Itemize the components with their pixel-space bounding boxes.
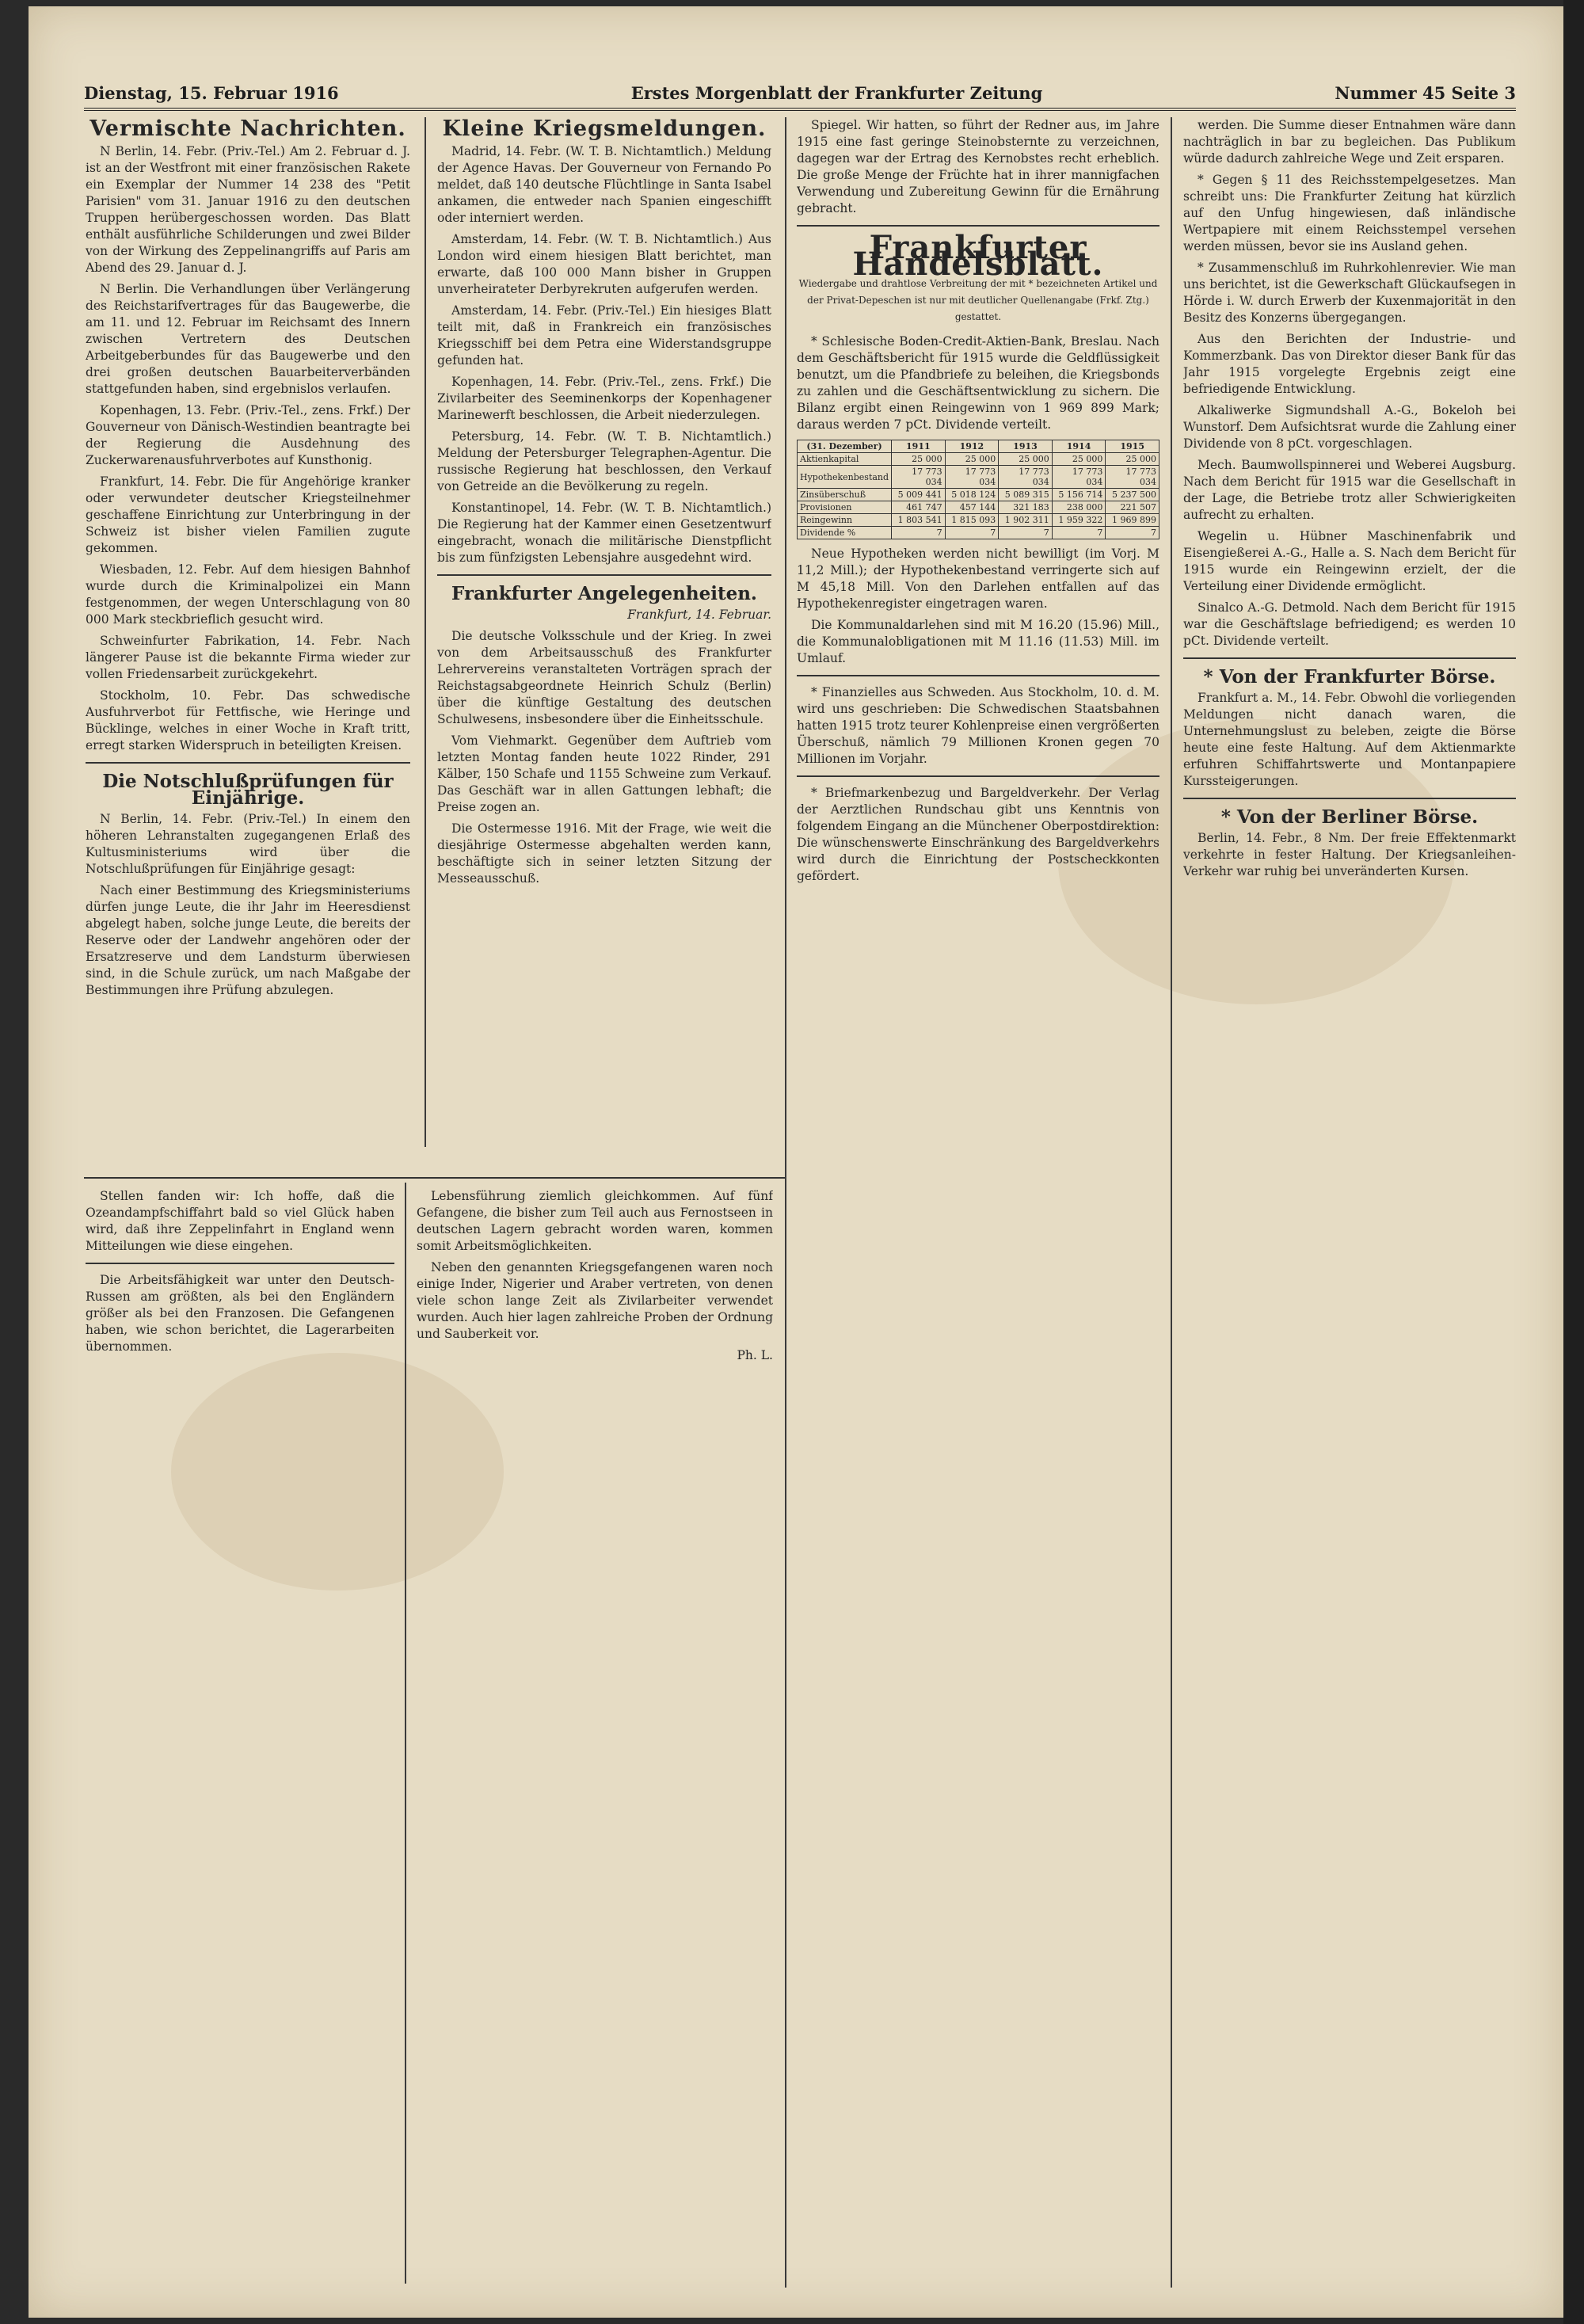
table-cell: Hypothekenbestand [798,466,892,489]
table-cell: 221 507 [1106,501,1159,514]
table-cell: 17 773 034 [892,466,946,489]
article-paragraph: Aus den Berichten der Industrie- und Kommerzbank. Das von Direktor dieser Bank für das Jahr 1915 vorgelegte Ergebnis zeigt eine befriedigende Entwicklung. [1183,332,1516,396]
header-masthead: Erstes Morgenblatt der Frankfurter Zeitung [630,83,1043,103]
table-cell: 5 018 124 [945,489,999,501]
section-heading-frankfurter-boerse: * Von der Frankfurter Börse. [1203,666,1496,688]
article-paragraph: Schweinfurter Fabrikation, 14. Febr. Nach längerer Pause ist die bekannte Firma wieder zur vollen Friedensarbeit zurückgekehrt. [86,634,410,681]
table-header-cell: 1914 [1052,440,1106,453]
table-cell: 7 [999,527,1053,539]
signature: Ph. L. [737,1348,773,1362]
table-cell: 1 902 311 [999,514,1053,527]
article-paragraph: Mech. Baumwollspinnerei und Weberei Augsburg. Nach dem Bericht für 1915 war die Gesellschaft in der Lage, die Betriebe trotz aller Schwierigkeiten aufrecht zu erhalten. [1183,458,1516,522]
table-cell: 461 747 [892,501,946,514]
table-cell: 25 000 [1106,453,1159,466]
divider [1183,798,1516,799]
article-paragraph: Alkaliwerke Sigmundshall A.-G., Bokeloh bei Wunstorf. Dem Aufsichtsrat wurde die Zahlung einer Dividende von 8 pCt. vorgeschlagen. [1183,403,1516,451]
dateline: Frankfurt, 14. Februar. [627,608,771,622]
table-row [798,453,1159,466]
column-rule [785,117,786,2288]
scan-edge [1563,0,1584,2324]
divider [86,1263,394,1264]
article-paragraph: Lebensführung ziemlich gleichkommen. Auf fünf Gefangene, die bisher zum Teil auch aus Fernostseen in deutschen Lagern gebracht worden waren, kommen somit Arbeitsmöglichkeiten. [417,1189,773,1253]
column-kriegsmeldungen [437,117,771,1171]
table-cell: 17 773 034 [945,466,999,489]
article-paragraph: N Berlin, 14. Febr. (Priv.-Tel.) Am 2. Februar d. J. ist an der Westfront mit einer französischen Rakete ein Exemplar der Nummer 14 238 des "Petit Parisien" vom 31. Januar 1916 zu den deutschen Truppen herübergeschossen worden. Das Blatt enthält ausführliche Schilderungen und zwei Bilder von der Wirkung des Zeppelinangriffs auf Paris am Abend des 29. Januar d. J. [86,144,410,275]
article-paragraph: Stockholm, 10. Febr. Das schwedische Ausfuhrverbot für Fettfische, wie Heringe und Bücklinge, welches in einer Woche in Kraft tritt, erregt starken Widerspruch in beteiligten Kreisen. [86,688,410,752]
table-cell: 25 000 [892,453,946,466]
article-paragraph: Amsterdam, 14. Febr. (W. T. B. Nichtamtlich.) Aus London wird einem hiesigen Blatt berichtet, man erwarte, daß 100 000 Mann bisher in Gruppen unverheirateter Derbyrekruten aufgerufen werden. [437,232,771,296]
article-paragraph: Madrid, 14. Febr. (W. T. B. Nichtamtlich.) Meldung der Agence Havas. Der Gouverneur von Fernando Po meldet, daß 140 deutsche Flüchtlinge in Santa Isabel ankamen, die entweder nach Spanien eingeschifft oder interniert werden. [437,144,771,225]
table-cell: 17 773 034 [1106,466,1159,489]
table-cell: 17 773 034 [1052,466,1106,489]
table-cell: 1 969 899 [1106,514,1159,527]
table-cell: Zinsüberschuß [798,489,892,501]
table-cell: 1 803 541 [892,514,946,527]
article-paragraph: Konstantinopel, 14. Febr. (W. T. B. Nichtamtlich.) Die Regierung hat der Kammer einen Gesetzentwurf eingebracht, wonach die militärische Dienstpflicht bis zum fünfzigsten Lebensjahre ausgedehnt wird. [437,501,771,565]
article-paragraph: Amsterdam, 14. Febr. (Priv.-Tel.) Ein hiesiges Blatt teilt mit, daß in Frankreich ein französisches Kriegsschiff bei dem Petra eine Widerstandsgruppe gefunden hat. [437,303,771,368]
article-paragraph: Die Kommunaldarlehen sind mit M 16.20 (15.96) Mill., die Kommunalobligationen mit M 11.16 (11.53) Mill. im Umlauf. [797,618,1159,665]
column-vermischte [86,117,410,1171]
table-header-cell: (31. Dezember) [798,440,892,453]
table-cell: 7 [1106,527,1159,539]
divider [797,675,1159,676]
table-cell: 1 815 093 [945,514,999,527]
table-row [798,501,1159,514]
article-paragraph: Frankfurt a. M., 14. Febr. Obwohl die vorliegenden Meldungen nicht danach waren, die Unternehmungslust zu beleben, zeigte die Börse heute eine feste Haltung. Auf dem Aktienmarkte erfuhren Schiffahrtswerte und Montanpapiere Kurssteigerungen. [1183,691,1516,788]
table-cell: 7 [1052,527,1106,539]
page-header [84,68,1516,111]
table-cell: 7 [892,527,946,539]
financial-table [797,440,1159,539]
table-cell: 25 000 [999,453,1053,466]
table-cell: 238 000 [1052,501,1106,514]
column-rule [1171,117,1172,2288]
table-cell: 5 089 315 [999,489,1053,501]
article-paragraph: Kopenhagen, 14. Febr. (Priv.-Tel., zens. Frkf.) Die Zivilarbeiter des Seeminenkorps der Kopenhagener Marinewerft beschlossen, die Arbeit niederzulegen. [437,375,771,422]
section-heading-frankfurter-angelegenheiten: Frankfurter Angelegenheiten. [451,583,757,604]
section-divider [84,1177,785,1179]
column-rule [405,1183,406,2284]
article-paragraph: Vom Viehmarkt. Gegenüber dem Auftrieb vom letzten Montag fanden heute 1022 Rinder, 291 Kälber, 150 Schafe und 1155 Schweine zum Verkauf. Das Geschäft war in allen Gattungen lebhaft; die Preise zogen an. [437,733,771,814]
article-paragraph: Neue Hypotheken werden nicht bewilligt (im Vorj. M 11,2 Mill.); der Hypothekenbestand verringerte sich auf M 45,18 Mill. Von den Darlehen entfallen auf das Hypothekenregister eingetragen waren. [797,547,1159,611]
article-paragraph: * Gegen § 11 des Reichsstempelgesetzes. Man schreibt uns: Die Frankfurter Zeitung hat kürzlich auf den Unfug hingewiesen, daß inländische Wertpapiere mit einem Reichsstempel versehen werden müssen, bevor sie ins Ausland gehen. [1183,173,1516,253]
table-cell: 5 237 500 [1106,489,1159,501]
divider [797,775,1159,777]
table-cell: Provisionen [798,501,892,514]
table-row [798,466,1159,489]
table-cell: 1 959 322 [1052,514,1106,527]
article-paragraph: Kopenhagen, 13. Febr. (Priv.-Tel., zens. Frkf.) Der Gouverneur von Dänisch-Westindien beantragte bei der Regierung die Ausdehnung des Zuckerwarenausfuhrverbotes auf Kunsthonig. [86,403,410,467]
table-header-cell: 1911 [892,440,946,453]
copyright-note: Wiedergabe und drahtlose Verbreitung der mit * bezeichneten Artikel und der Privat-Depeschen ist nur mit deutlicher Quellenangabe (Frkf. Ztg.) gestattet. [798,278,1158,322]
table-cell: Reingewinn [798,514,892,527]
section-heading-notschluss: Die Notschlußprüfungen für Einjährige. [102,771,394,809]
table-row [798,514,1159,527]
article-paragraph: Frankfurt, 14. Febr. Die für Angehörige kranker oder verwundeter deutscher Kriegsteilnehmer geschaffene Einrichtung zur Unterbringung in der Schweiz ist bisher vielen Familien zugute gekommen. [86,474,410,555]
article-paragraph: Petersburg, 14. Febr. (W. T. B. Nichtamtlich.) Meldung der Petersburger Telegraphen-Agentur. Die russische Regierung hat beschlossen, den Verkauf von Getreide an die Bevölkerung zu regeln. [437,429,771,493]
table-cell: 5 156 714 [1052,489,1106,501]
article-paragraph: * Finanzielles aus Schweden. Aus Stockholm, 10. d. M. wird uns geschrieben: Die Schwedischen Staatsbahnen hatten 1915 trotz teurer Kohlenpreise einen vergrößerten Überschuß, nämlich 79 Millionen Kronen gegen 70 Millionen im Vorjahr. [797,685,1159,766]
article-paragraph: Sinalco A.-G. Detmold. Nach dem Bericht für 1915 war die Geschäftslage befriedigend; es werden 10 pCt. Dividende verteilt. [1183,600,1516,648]
article-paragraph: Wiesbaden, 12. Febr. Auf dem hiesigen Bahnhof wurde durch die Kriminalpolizei ein Mann festgenommen, der wegen Unterschlagung von 80 000 Mark steckbrieflich gesucht wird. [86,562,410,627]
column-rule [425,117,426,1147]
article-paragraph: Die Ostermesse 1916. Mit der Frage, wie weit die diesjährige Ostermesse abgehalten werden kann, beschäftigte sich in seiner letzten Sitzung der Messeausschuß. [437,821,771,886]
table-cell: 25 000 [1052,453,1106,466]
section-heading-kriegsmeldungen: Kleine Kriegsmeldungen. [442,117,767,141]
table-header-cell: 1915 [1106,440,1159,453]
table-cell: 25 000 [945,453,999,466]
article-paragraph: N Berlin, 14. Febr. (Priv.-Tel.) In einem den höheren Lehranstalten zugegangenen Erlaß des Kultusministeriums wird über die Notschlußprüfungen für Einjährige gesagt: [86,812,410,876]
newspaper-page [29,6,1563,2318]
article-paragraph: Neben den genannten Kriegsgefangenen waren noch einige Inder, Nigerier und Araber vertreten, von denen viele schon lange Zeit als Zivilarbeiter verwendet wurden. Auch hier lagen zahlreiche Proben der Ordnung und Sauberkeit vor. [417,1260,773,1341]
header-page-number: Nummer 45 Seite 3 [1335,83,1516,103]
table-cell: 321 183 [999,501,1053,514]
table-row [798,489,1159,501]
header-date: Dienstag, 15. Februar 1916 [84,83,339,103]
table-cell: 7 [945,527,999,539]
article-paragraph: Wegelin u. Hübner Maschinenfabrik und Eisengießerei A.-G., Halle a. S. Nach dem Bericht für 1915 wurde ein Reingewinn erzielt, der die Verteilung einer Dividende ermöglicht. [1183,529,1516,593]
article-paragraph: * Briefmarkenbezug und Bargeldverkehr. Der Verlag der Aerztlichen Rundschau gibt uns Kenntnis von folgendem Eingang an die Münchener Oberpostdirektion: Die wünschenswerte Einschränkung des Bargeldverkehrs wird durch die Einrichtung der Postscheckkonten gefördert. [797,786,1159,883]
handelsblatt-banner: Frankfurter Handelsblatt. [852,229,1104,283]
table-cell: 17 773 034 [999,466,1053,489]
section-heading-berliner-boerse: * Von der Berliner Börse. [1220,806,1479,828]
divider [437,574,771,576]
table-row [798,527,1159,539]
column-bottom-left [86,1188,394,2281]
column-handelsblatt [797,117,1159,2288]
article-paragraph: Die Arbeitsfähigkeit war unter den Deutsch-Russen am größten, als bei den Engländern größer als bei den Franzosen. Die Gefangenen haben, wie schon berichtet, die Lagerarbeiten übernommen. [86,1273,394,1354]
article-paragraph: Berlin, 14. Febr., 8 Nm. Der freie Effektenmarkt verkehrte in fester Haltung. Der Kriegsanleihen-Verkehr war ruhig bei unveränderten Kursen. [1183,831,1516,878]
divider [1183,657,1516,659]
article-paragraph: * Zusammenschluß im Ruhrkohlenrevier. Wie man uns berichtet, ist die Gewerkschaft Glückaufsegen in Hörde i. W. durch Erwerb der Kuxenmajorität in den Besitz des Konzerns übergegangen. [1183,261,1516,325]
article-paragraph: Die deutsche Volksschule und der Krieg. In zwei von dem Arbeitsausschuß des Frankfurter Lehrervereins veranstalteten Vorträgen sprach der Reichstagsabgeordnete Heinrich Schulz (Berlin) über die künftige Gestaltung des deutschen Schulwesens, insbesondere über die Einheitsschule. [437,629,771,726]
article-paragraph: * Schlesische Boden-Credit-Aktien-Bank, Breslau. Nach dem Geschäftsbericht für 1915 wurde die Geldflüssigkeit benutzt, um die Pfandbriefe zu beleihen, die Kriegsbonds zu zahlen und die Geschäftsentwicklung zu sichern. Die Bilanz ergibt einen Reingewinn von 1 969 899 Mark; daraus werden 7 pCt. Dividende verteilt. [797,334,1159,432]
column-bottom-right [417,1188,773,2281]
column-wirtschaft [1183,117,1516,2288]
table-header-cell: 1912 [945,440,999,453]
divider [86,762,410,764]
article-paragraph: Spiegel. Wir hatten, so führt der Redner aus, im Jahre 1915 eine fast geringe Steinobsternte zu verzeichnen, dagegen war der Ertrag des Kernobstes recht erheblich. Die große Menge der Früchte hat in ihrer mannigfachen Verwendung und Zubereitung Gewinn für die Ernährung gebracht. [797,118,1159,215]
table-cell: 5 009 441 [892,489,946,501]
table-cell: 457 144 [945,501,999,514]
article-paragraph: Nach einer Bestimmung des Kriegsministeriums dürfen junge Leute, die ihr Jahr im Heeresdienst abgelegt haben, solche junge Leute, die bereits der Reserve oder der Landwehr angehören oder der Ersatzreserve und dem Landsturm überwiesen sind, in die Schule zurück, um nach Maßgabe der Bestimmungen ihre Prüfung abzulegen. [86,883,410,997]
article-paragraph: Stellen fanden wir: Ich hoffe, daß die Ozeandampfschiffahrt bald so viel Glück haben wird, daß ihre Zeppelinfahrt in England wenn Mitteilungen wie diese eingehen. [86,1189,394,1253]
article-paragraph: werden. Die Summe dieser Entnahmen wäre dann nachträglich in bar zu begleichen. Das Publikum würde dadurch zahlreiche Wege und Zeit ersparen. [1183,118,1516,166]
table-header-cell: 1913 [999,440,1053,453]
table-cell: Aktienkapital [798,453,892,466]
table-cell: Dividende % [798,527,892,539]
section-heading-vermischte: Vermischte Nachrichten. [89,117,406,141]
divider [797,225,1159,227]
article-paragraph: N Berlin. Die Verhandlungen über Verlängerung des Reichstarifvertrages für das Baugewerbe, die am 11. und 12. Februar im Reichsamt des Innern zwischen Vertretern des Deutschen Arbeitgeberbundes für das Baugewerbe und den drei großen deutschen Bauarbeiterverbänden stattgefunden haben, sind ergebnislos verlaufen. [86,282,410,396]
